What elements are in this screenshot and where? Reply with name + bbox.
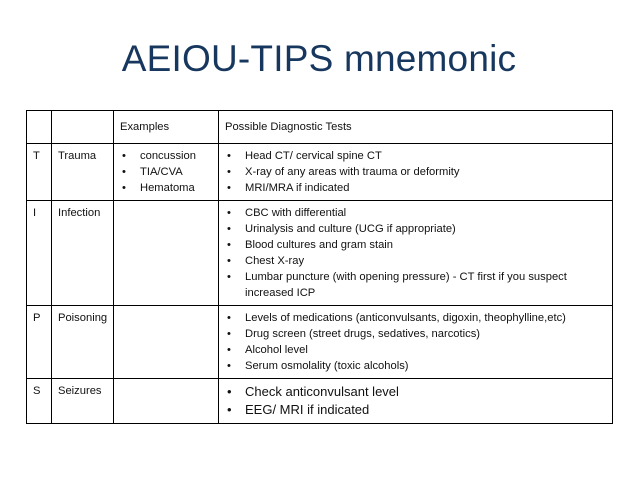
header-cell-tests: Possible Diagnostic Tests [219, 111, 613, 144]
list-item: • Alcohol level [225, 342, 606, 358]
table-row-seizures [27, 379, 613, 424]
row-examples [114, 306, 219, 379]
table-row-trauma [27, 144, 613, 201]
list-item: • Serum osmolality (toxic alcohols) [225, 358, 606, 374]
list-item: • Drug screen (street drugs, sedatives, narcotics) [225, 326, 606, 342]
list-item: • CBC with differential [225, 205, 606, 221]
row-letter: I [27, 201, 52, 306]
row-examples [114, 379, 219, 424]
list-item: • Levels of medications (anticonvulsants, digoxin, theophylline,etc) [225, 310, 606, 326]
row-examples [114, 144, 219, 201]
row-tests [219, 379, 613, 424]
row-category: Trauma [52, 144, 114, 201]
row-category: Poisoning [52, 306, 114, 379]
list-item: • Chest X-ray [225, 253, 606, 269]
table-header-row [27, 111, 613, 144]
list-item: • Head CT/ cervical spine CT [225, 148, 606, 164]
row-letter: P [27, 306, 52, 379]
list-item: • Lumbar puncture (with opening pressure) - CT first if you suspect increased ICP [225, 269, 606, 301]
list-item: • EEG/ MRI if indicated [225, 401, 606, 419]
tests-list [225, 205, 606, 301]
row-letter: T [27, 144, 52, 201]
list-item: • Urinalysis and culture (UCG if appropriate) [225, 221, 606, 237]
list-item: • Hematoma [120, 180, 212, 196]
list-item: • MRI/MRA if indicated [225, 180, 606, 196]
tests-list [225, 148, 606, 196]
row-examples [114, 201, 219, 306]
list-item: • Blood cultures and gram stain [225, 237, 606, 253]
row-tests [219, 306, 613, 379]
mnemonic-table [26, 110, 613, 424]
list-item: • Check anticonvulsant level [225, 383, 606, 401]
header-cell-examples: Examples [114, 111, 219, 144]
row-category: Infection [52, 201, 114, 306]
header-cell-category [52, 111, 114, 144]
table-row-poisoning [27, 306, 613, 379]
table-row-infection [27, 201, 613, 306]
header-cell-letter [27, 111, 52, 144]
examples-list [120, 148, 212, 196]
row-letter: S [27, 379, 52, 424]
list-item: • concussion [120, 148, 212, 164]
list-item: • X-ray of any areas with trauma or deformity [225, 164, 606, 180]
row-tests [219, 201, 613, 306]
list-item: • TIA/CVA [120, 164, 212, 180]
slide-title: AEIOU-TIPS mnemonic [121, 38, 517, 79]
row-tests [219, 144, 613, 201]
tests-list [225, 383, 606, 419]
tests-list [225, 310, 606, 374]
row-category: Seizures [52, 379, 114, 424]
